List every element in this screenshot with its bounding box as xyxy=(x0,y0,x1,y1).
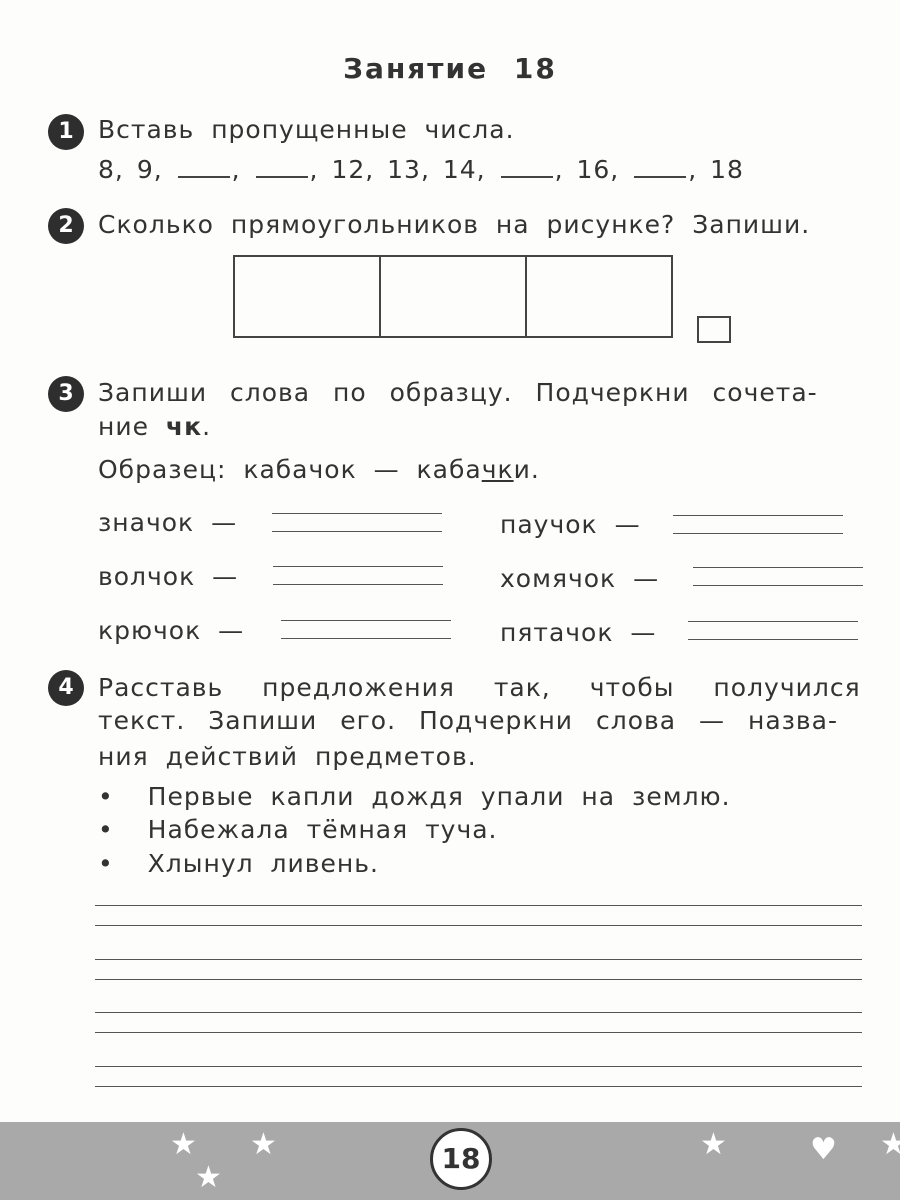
seq-item: 18 xyxy=(710,155,744,184)
star-icon: ★ xyxy=(250,1127,277,1162)
bullet-item: • Хлынул ливень. xyxy=(98,849,379,878)
example xyxy=(98,455,540,484)
seq-item: 16, xyxy=(576,155,620,184)
word-item: хомячок — xyxy=(500,564,660,593)
task-4-text: ния действий предметов. xyxy=(98,742,477,771)
bullet-text: Набежала тёмная туча. xyxy=(147,815,498,844)
seq-item: , xyxy=(231,155,241,184)
blank[interactable] xyxy=(501,176,553,178)
seq-item: , xyxy=(554,155,564,184)
seq-item: , xyxy=(309,155,319,184)
number-sequence xyxy=(98,155,744,184)
star-icon: ★ xyxy=(700,1127,727,1162)
task-2-text: Сколько прямоугольников на рисунке? Запиши. xyxy=(98,210,811,239)
underlined-text: чк xyxy=(481,455,514,484)
task-4-text: текст. Запиши его. Подчеркни слова — назва- xyxy=(98,706,839,735)
answer-line[interactable] xyxy=(273,566,443,585)
text: ние xyxy=(98,412,166,441)
writing-line[interactable] xyxy=(95,959,862,980)
seq-item: 8, xyxy=(98,155,124,184)
answer-line[interactable] xyxy=(693,567,863,586)
word-item: крючок — xyxy=(98,616,245,645)
seq-item: 9, xyxy=(136,155,163,184)
seq-item: 14, xyxy=(442,155,486,184)
text: Образец: кабачок — каба xyxy=(98,455,482,484)
answer-line[interactable] xyxy=(688,621,858,640)
text: . xyxy=(202,412,212,441)
seq-item: , xyxy=(688,155,698,184)
seq-item: 13, xyxy=(387,155,430,184)
answer-line[interactable] xyxy=(272,513,442,532)
word-item: пятачок — xyxy=(500,618,657,647)
writing-line[interactable] xyxy=(95,1012,862,1033)
task-3-text-line2 xyxy=(98,412,211,441)
star-icon: ★ xyxy=(170,1127,197,1162)
answer-box[interactable] xyxy=(697,316,731,343)
page-number: 18 xyxy=(430,1128,492,1190)
answer-line[interactable] xyxy=(281,620,451,639)
page-title: Занятие 18 xyxy=(343,52,557,85)
bold-text: чк xyxy=(165,412,203,441)
task-number-1: 1 xyxy=(48,114,84,150)
task-1-text: Вставь пропущенные числа. xyxy=(98,115,515,144)
blank[interactable] xyxy=(256,176,308,178)
answer-line[interactable] xyxy=(673,515,843,534)
bullet-text: Первые капли дождя упали на землю. xyxy=(147,782,731,811)
bullet-text: Хлынул ливень. xyxy=(147,849,379,878)
writing-line[interactable] xyxy=(95,905,862,926)
word-item: паучок — xyxy=(500,510,641,539)
bullet-item: • Набежала тёмная туча. xyxy=(98,815,498,844)
text: и. xyxy=(513,455,540,484)
task-3-text: Запиши слова по образцу. Подчеркни сочета- xyxy=(98,378,818,407)
writing-line[interactable] xyxy=(95,1066,862,1087)
rectangles-figure xyxy=(233,255,673,338)
star-icon: ★ xyxy=(880,1127,907,1162)
task-4-text: Расставь предложения так, чтобы получился xyxy=(98,673,861,702)
task-number-4: 4 xyxy=(48,670,84,706)
word-item: волчок — xyxy=(98,562,239,591)
blank[interactable] xyxy=(178,176,230,178)
bullet-item: • Первые капли дождя упали на землю. xyxy=(98,782,731,811)
word-item: значок — xyxy=(98,508,238,537)
task-number-3: 3 xyxy=(48,376,84,412)
star-icon: ★ xyxy=(195,1160,222,1195)
blank[interactable] xyxy=(634,176,686,178)
seq-item: 12, xyxy=(331,155,375,184)
task-number-2: 2 xyxy=(48,208,84,244)
heart-icon: ♥ xyxy=(810,1132,837,1167)
